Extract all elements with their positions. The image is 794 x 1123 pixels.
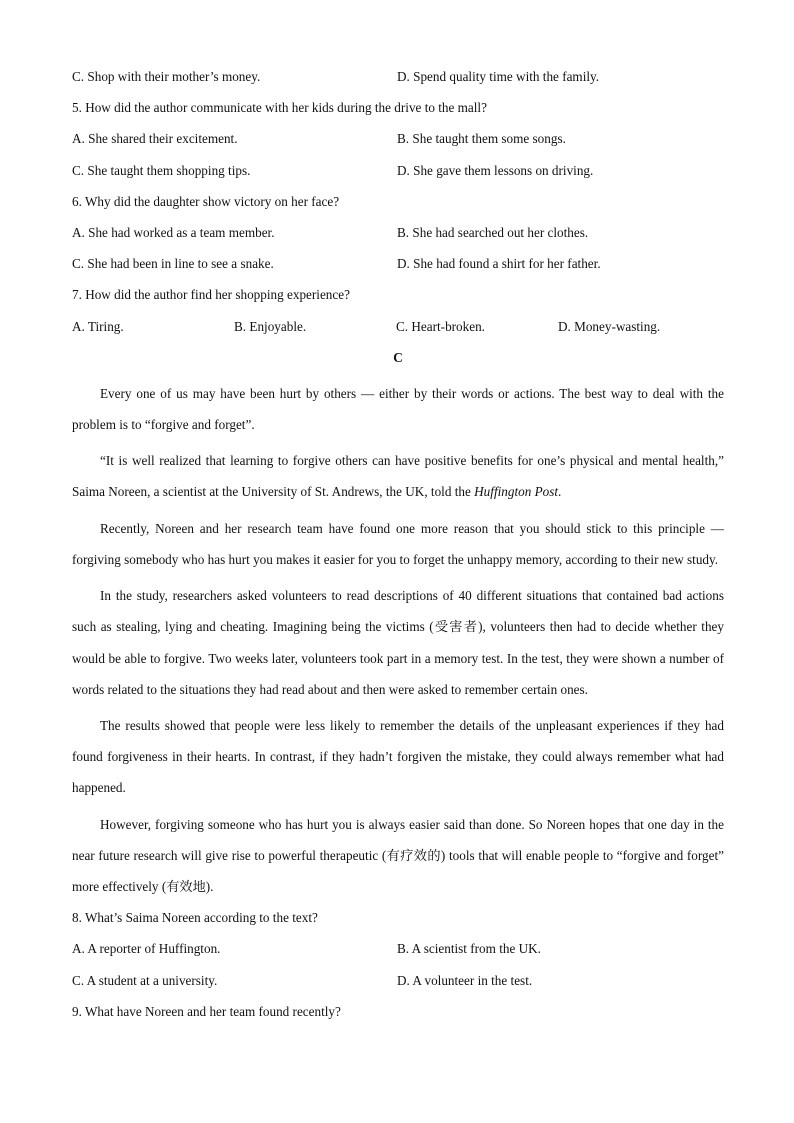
q5-options-row-2 (72, 160, 724, 191)
q6-option-c: C. She had been in line to see a snake. (72, 256, 274, 272)
passage-paragraph-1: Every one of us may have been hurt by others — either by their words or actions. The best way to deal with the problem is to “forgive and forget”. (72, 385, 724, 433)
passage-paragraph-5: The results showed that people were less likely to remember the details of the unpleasant experiences if they had found forgiveness in their hearts. In contrast, if they hadn’t forgiven the mistake, they could always remember what had happened. (72, 717, 724, 796)
passage-paragraph-2 (72, 445, 724, 507)
q5-options-row-1 (72, 128, 724, 159)
q5-option-d: D. She gave them lessons on driving. (397, 162, 594, 178)
q8-option-d: D. A volunteer in the test. (397, 972, 533, 988)
q7-option-c: C. Heart-broken. (396, 318, 485, 334)
passage-paragraph-3: Recently, Noreen and her research team have found one more reason that you should stick to this principle — forgiving somebody who has hurt you makes it easier for you to forget the unhappy memory, according to their new study. (72, 520, 724, 567)
q6-option-d: D. She had found a shirt for her father. (397, 256, 601, 272)
q4-option-d: D. Spend quality time with the family. (397, 69, 600, 84)
q5-option-a: A. She shared their excitement. (72, 131, 238, 147)
q5-option-b: B. She taught them some songs. (397, 131, 566, 147)
passage-paragraph-2-text: “It is well realized that learning to forgive others can have positive benefits for one’s physical and mental health,” Saima Noreen, a scientist at the University of St. Andrews, the UK, told the (72, 453, 724, 500)
q8-option-b: B. A scientist from the UK. (397, 941, 541, 957)
q8-option-a: A. A reporter of Huffington. (72, 941, 221, 957)
document-page (72, 66, 724, 1032)
q7-option-b: B. Enjoyable. (234, 318, 307, 334)
q8-options-row-1 (72, 938, 724, 969)
passage-paragraph-4: In the study, researchers asked volunteers to read descriptions of 40 different situations that contained bad actions such as stealing, lying and cheating. Imagining being the victims (受害者), volunteers then had to decide whether they would be able to forgive. Two weeks later, volunteers took part in a memory test. In the test, they were shown a number of words related to the situations they had read about and then were asked to remember certain ones. (72, 588, 724, 697)
q5-option-c: C. She taught them shopping tips. (72, 162, 251, 178)
q6-options-row-2 (72, 253, 724, 284)
q7-options-row (72, 316, 724, 347)
passage-paragraph-2-end: . (558, 484, 562, 500)
q8-question: 8. What’s Saima Noreen according to the text? (72, 910, 318, 926)
q8-options-row-2 (72, 970, 724, 1001)
q4-option-c: C. Shop with their mother’s money. (72, 69, 261, 84)
q4-options-row-2 (72, 66, 724, 97)
q6-option-b: B. She had searched out her clothes. (397, 224, 589, 240)
q7-option-a: A. Tiring. (72, 318, 124, 334)
q6-options-row-1 (72, 222, 724, 253)
q7-question: 7. How did the author find her shopping experience? (72, 287, 350, 303)
passage-paragraph-6: However, forgiving someone who has hurt you is always easier said than done. So Noreen hopes that one day in the near future research will give rise to powerful therapeutic (有疗效的) tools that will enable people to “forgive and forget” more effectively (有效地). (72, 816, 724, 894)
q6-option-a: A. She had worked as a team member. (72, 224, 275, 240)
q6-question: 6. Why did the daughter show victory on her face? (72, 193, 340, 209)
publication-name: Huffington Post (474, 484, 559, 500)
q5-question: 5. How did the author communicate with her kids during the drive to the mall? (72, 100, 487, 116)
section-title: C (393, 349, 403, 365)
q7-option-d: D. Money-wasting. (558, 318, 661, 334)
q8-option-c: C. A student at a university. (72, 972, 218, 988)
q9-question: 9. What have Noreen and her team found recently? (72, 1003, 341, 1019)
